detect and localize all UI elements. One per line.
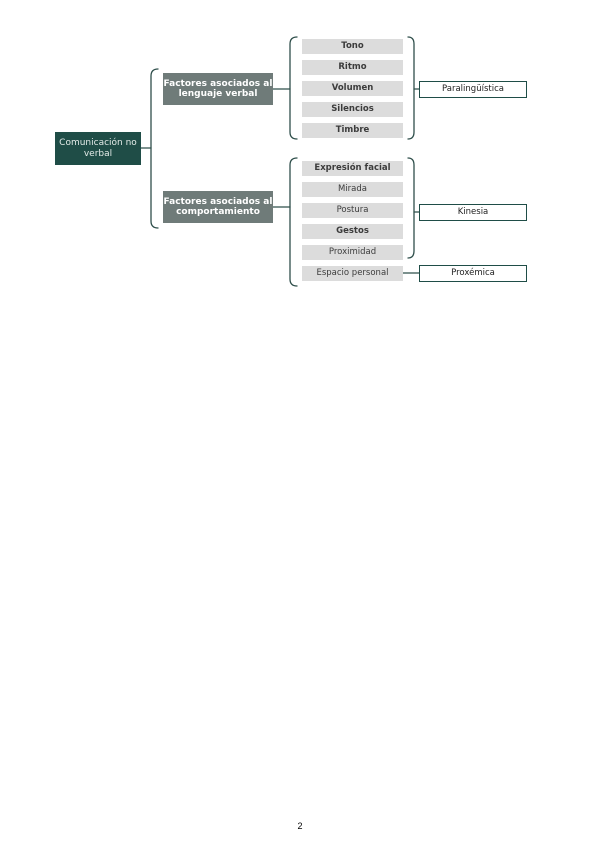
item-mirada: Mirada xyxy=(302,182,403,197)
group-node-verbal: Factores asociados al lenguaje verbal xyxy=(163,73,273,105)
item-volumen: Volumen xyxy=(302,81,403,96)
category-proxemica: Proxémica xyxy=(419,265,527,282)
category-kinesia: Kinesia xyxy=(419,204,527,221)
concept-map xyxy=(0,0,600,300)
group-2-bracket xyxy=(290,158,297,286)
item-ritmo: Ritmo xyxy=(302,60,403,75)
item-gestos: Gestos xyxy=(302,224,403,239)
item-proximidad: Proximidad xyxy=(302,245,403,260)
category-paralinguistica: Paralingüística xyxy=(419,81,527,98)
item-postura: Postura xyxy=(302,203,403,218)
page-number: 2 xyxy=(297,821,303,831)
kinesia-bracket xyxy=(408,158,414,258)
item-tono: Tono xyxy=(302,39,403,54)
item-silencios: Silencios xyxy=(302,102,403,117)
item-timbre: Timbre xyxy=(302,123,403,138)
root-node: Comunicación no verbal xyxy=(55,132,141,165)
root-bracket xyxy=(151,69,158,228)
item-expresion-facial: Expresión facial xyxy=(302,161,403,176)
group-1-bracket xyxy=(290,37,297,139)
paralinguistica-bracket xyxy=(408,37,414,139)
item-espacio-personal: Espacio personal xyxy=(302,266,403,281)
group-node-comportamiento: Factores asociados al comportamiento xyxy=(163,191,273,223)
